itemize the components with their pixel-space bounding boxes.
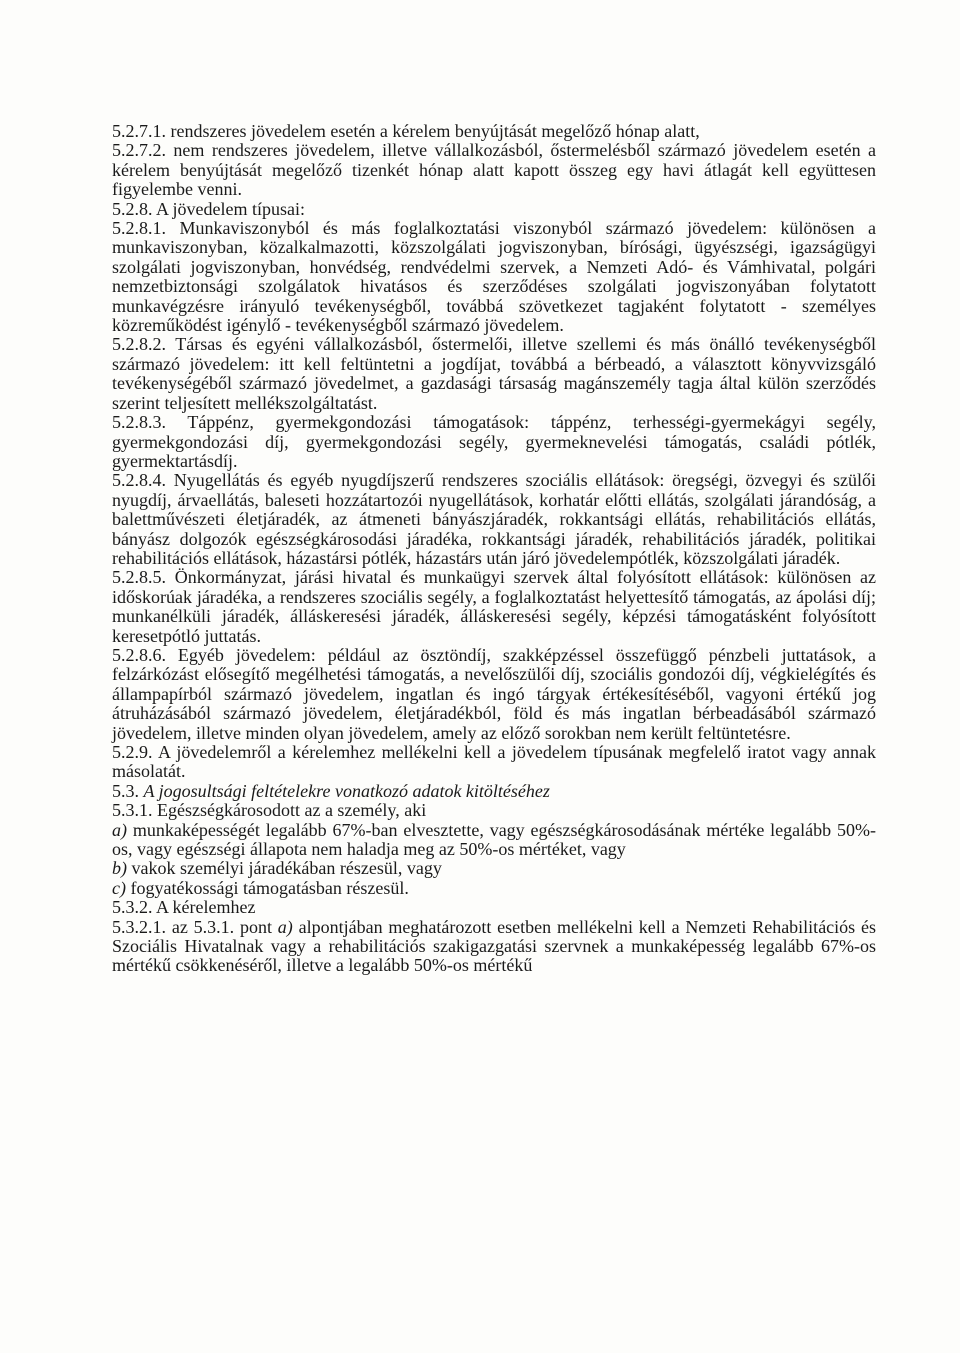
paragraph-5-2-8-3: 5.2.8.3. Táppénz, gyermekgondozási támogatások: táppénz, terhességi-gyermekágyi segély, gyermekgondozási díj, gyermekgondozási segély, gyermeknevelési támogatás, családi pótlék, gyermektartásdíj. [112,412,876,471]
list-item-c [112,879,876,898]
list-text-a: munkaképességét legalább 67%-ban elvesztette, vagy egészségkárosodásának mértéke legalább 50%-os, vagy egészségi állapota nem haladja meg az 50%-os mértéket, vagy [112,819,876,860]
paragraph-5-2-7-2: 5.2.7.2. nem rendszeres jövedelem, illetve vállalkozásból, őstermelésből származó jövedelem esetén a kérelem benyújtását megelőző tizenkét hónap alatt kapott összeg egy havi átlagát kell együttesen figyelembe venni. [112,140,876,200]
list-label-b: b) [112,858,127,879]
paragraph-5-2-8-2: 5.2.8.2. Társas és egyéni vállalkozásból, őstermelői, illetve szellemi és más önálló tevékenységből származó jövedelem: itt kell feltüntetni a jogdíjat, továbbá a bérbeadó, a választott könyvvizsgáló tevékenységéből származó jövedelmet, a gazdasági társaság magánszemély tagja által külön szerződés szerint teljesített mellékszolgáltatást. [112,334,876,413]
paragraph-5-2-8-6: 5.2.8.6. Egyéb jövedelem: például az ösztöndíj, szakképzéssel összefüggő pénzbeli juttatások, a felzárkózást elősegítő megélhetési támogatás, a nevelőszülői díj, szociális gondozói díj, végkielégítés és állampapírból származó jövedelem, ingatlan és ingó tárgyak értékesítéséből, vagyoni értékű jog átruházásából származó jövedelem, életjáradékból, föld és más ingatlan bérbeadásából származó jövedelem, illetve minden olyan jövedelem, amely az előző sorokban nem került feltüntetésre. [112,644,876,743]
paragraph-5-2-7-1: 5.2.7.1. rendszeres jövedelem esetén a kérelem benyújtását megelőző hónap alatt, [112,121,700,141]
paragraph-5-3-1: 5.3.1. Egészségkárosodott az a személy, aki [112,800,427,821]
p5321-pre: 5.3.2.1. az 5.3.1. pont [112,916,278,937]
list-item-a [112,821,876,860]
paragraph-5-2-8-5: 5.2.8.5. Önkormányzat, járási hivatal és munkaügyi szervek által folyósított ellátások: különösen az időskorúak járadéka, a rendszeres szociális segély, a foglalkoztatást helyettesítő támogatás, az ápolási díj; munkanélküli járadék, álláskeresési járadék, álláskeresési segély, képzési támogatásként folyósított keresetpótló juttatás. [112,567,876,646]
list-text-b: vakok személyi járadékában részesül, vagy [127,858,442,879]
paragraph-5-3-2: 5.3.2. A kérelemhez [112,897,256,918]
paragraph-5-2-9: 5.2.9. A jövedelemről a kérelemhez mellékelni kell a jövedelem típusának megfelelő iratot vagy annak másolatát. [112,742,876,782]
list-label-c: c) [112,877,126,898]
section-number: 5.3. [112,780,139,801]
section-5-3-heading [112,782,876,801]
list-label-a: a) [112,819,127,840]
p5321-a-label: a) [277,916,293,937]
list-item-b [112,859,876,878]
paragraph-5-3-2-1 [112,918,876,976]
p5321-post: alpontjában meghatározott esetben mellékelni kell a Nemzeti Rehabilitációs és Szociális Hivatalnak vagy a rehabilitációs szakigazgatási szervnek a munkaképesség legalább 67%-os mértékű csökkenéséről, illetve a legalább 50%-os mértékű [112,916,876,976]
list-text-c: fogyatékossági támogatásban részesül. [125,877,409,898]
paragraph-5-2-8-1: 5.2.8.1. Munkaviszonyból és más foglalkoztatási viszonyból származó jövedelem: különösen a munkaviszonyban, közalkalmazotti, közszolgálati jogviszonyban, bírósági, ügyészségi, igazságügyi szolgálati jogviszonyban, honvédség, rendvédelmi szervek, a Nemzeti Adó- és Vámhivatal, polgári nemzetbiztonsági szolgálatok hivatásos és szerződéses szolgálati jogviszonyában folytatott munkavégzésre irányuló tevékenységből, továbbá szövetkezet tagjaként folytatott - személyes közreműködést igénylő - tevékenységből származó jövedelem. [112,218,876,336]
section-title: A jogosultsági feltételekre vonatkozó adatok kitöltéséhez [143,780,550,801]
paragraph-5-2-8-4: 5.2.8.4. Nyugellátás és egyéb nyugdíjszerű rendszeres szociális ellátások: öregségi, özvegyi és szülői nyugdíj, árvaellátás, baleseti hozzátartozói nyugellátások, korhatár előtti ellátás, szolgálati járandóság, a balettművészeti életjáradék, az átmeneti bányászjáradék, rokkantsági ellátás, rehabilitációs ellátás, bányász dolgozók egészségkárosodási járadéka, rokkantsági járadék, rehabilitációs járadék, politikai rehabilitációs ellátások, házastársi pótlék, házastárs után járó jövedelempótlék, közszolgálati járadék. [112,470,876,568]
paragraph-5-2-8: 5.2.8. A jövedelem típusai: [112,198,305,219]
